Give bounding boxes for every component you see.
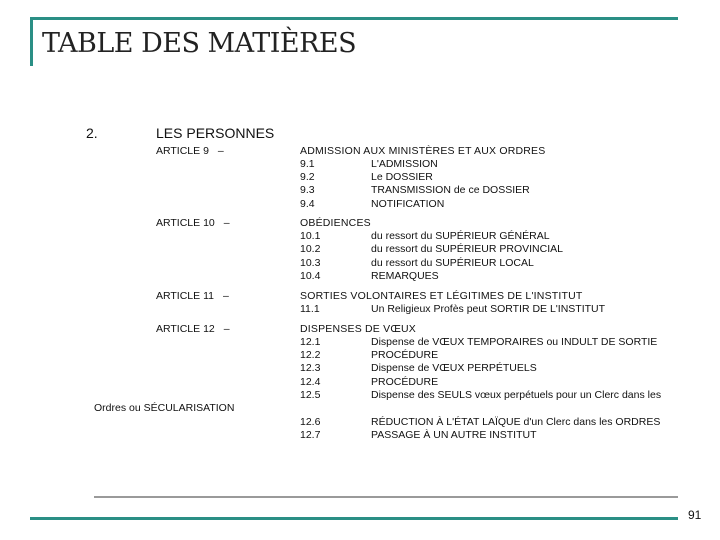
article-label [156, 290, 229, 302]
item-number: 12.5 [300, 389, 321, 401]
frame-top-border [30, 17, 678, 20]
frame-left-border [30, 17, 33, 66]
article-heading: OBÉDIENCES [300, 217, 371, 229]
item-text: TRANSMISSION de ce DOSSIER [371, 184, 530, 196]
item-number: 10.3 [300, 257, 321, 269]
item-text: PROCÉDURE [371, 376, 439, 388]
item-number: 10.1 [300, 230, 321, 242]
side-note: Ordres ou SÉCULARISATION [94, 402, 235, 414]
item-text: Le DOSSIER [371, 171, 433, 183]
item-text: L'ADMISSION [371, 158, 438, 170]
item-text: RÉDUCTION À L'ÉTAT LAÏQUE d'un Clerc dans les ORDRES [371, 416, 661, 428]
article-dash: – [223, 323, 230, 335]
article-name: ARTICLE 9 [156, 145, 209, 157]
item-number: 10.2 [300, 243, 321, 255]
item-text: du ressort du SUPÉRIEUR GÉNÉRAL [371, 230, 550, 242]
item-text: Un Religieux Profès peut SORTIR DE L'INSTITUT [371, 303, 606, 315]
item-number: 10.4 [300, 270, 321, 282]
article-label [156, 145, 224, 157]
item-text: NOTIFICATION [371, 198, 445, 210]
section-title: LES PERSONNES [156, 125, 275, 141]
footer-rule [94, 496, 678, 498]
item-number: 12.6 [300, 416, 321, 428]
item-text: Dispense de VŒUX PERPÉTUELS [371, 362, 537, 374]
item-text: REMARQUES [371, 270, 439, 282]
item-number: 11.1 [300, 303, 320, 315]
item-number: 9.3 [300, 184, 315, 196]
article-name: ARTICLE 11 [156, 290, 214, 302]
item-text: Dispense des SEULS vœux perpétuels pour un Clerc dans les [371, 389, 662, 401]
article-name: ARTICLE 10 [156, 217, 215, 229]
item-text: du ressort du SUPÉRIEUR PROVINCIAL [371, 243, 563, 255]
item-text: PASSAGE À UN AUTRE INSTITUT [371, 429, 537, 441]
item-number: 12.4 [300, 376, 321, 388]
item-number: 9.4 [300, 198, 315, 210]
article-heading: SORTIES VOLONTAIRES ET LÉGITIMES DE L'INSTITUT [300, 290, 583, 302]
section-number: 2. [86, 125, 98, 141]
item-number: 12.1 [300, 336, 321, 348]
item-text: Dispense de VŒUX TEMPORAIRES ou INDULT DE SORTIE [371, 336, 658, 348]
article-heading: DISPENSES DE VŒUX [300, 323, 417, 335]
article-name: ARTICLE 12 [156, 323, 215, 335]
article-heading: ADMISSION AUX MINISTÈRES ET AUX ORDRES [300, 145, 546, 157]
article-label [156, 217, 230, 229]
item-number: 12.7 [300, 429, 321, 441]
footer-accent-line [30, 517, 678, 520]
article-dash: – [217, 145, 224, 157]
page-number: 91 [688, 508, 702, 522]
item-text: du ressort du SUPÉRIEUR LOCAL [371, 257, 534, 269]
item-number: 9.2 [300, 171, 315, 183]
article-dash: – [223, 217, 230, 229]
item-text: PROCÉDURE [371, 349, 439, 361]
item-number: 9.1 [300, 158, 315, 170]
article-label [156, 323, 230, 335]
item-number: 12.3 [300, 362, 321, 374]
item-number: 12.2 [300, 349, 321, 361]
page-title: TABLE DES MATIÈRES [42, 28, 357, 59]
article-dash: – [222, 290, 229, 302]
